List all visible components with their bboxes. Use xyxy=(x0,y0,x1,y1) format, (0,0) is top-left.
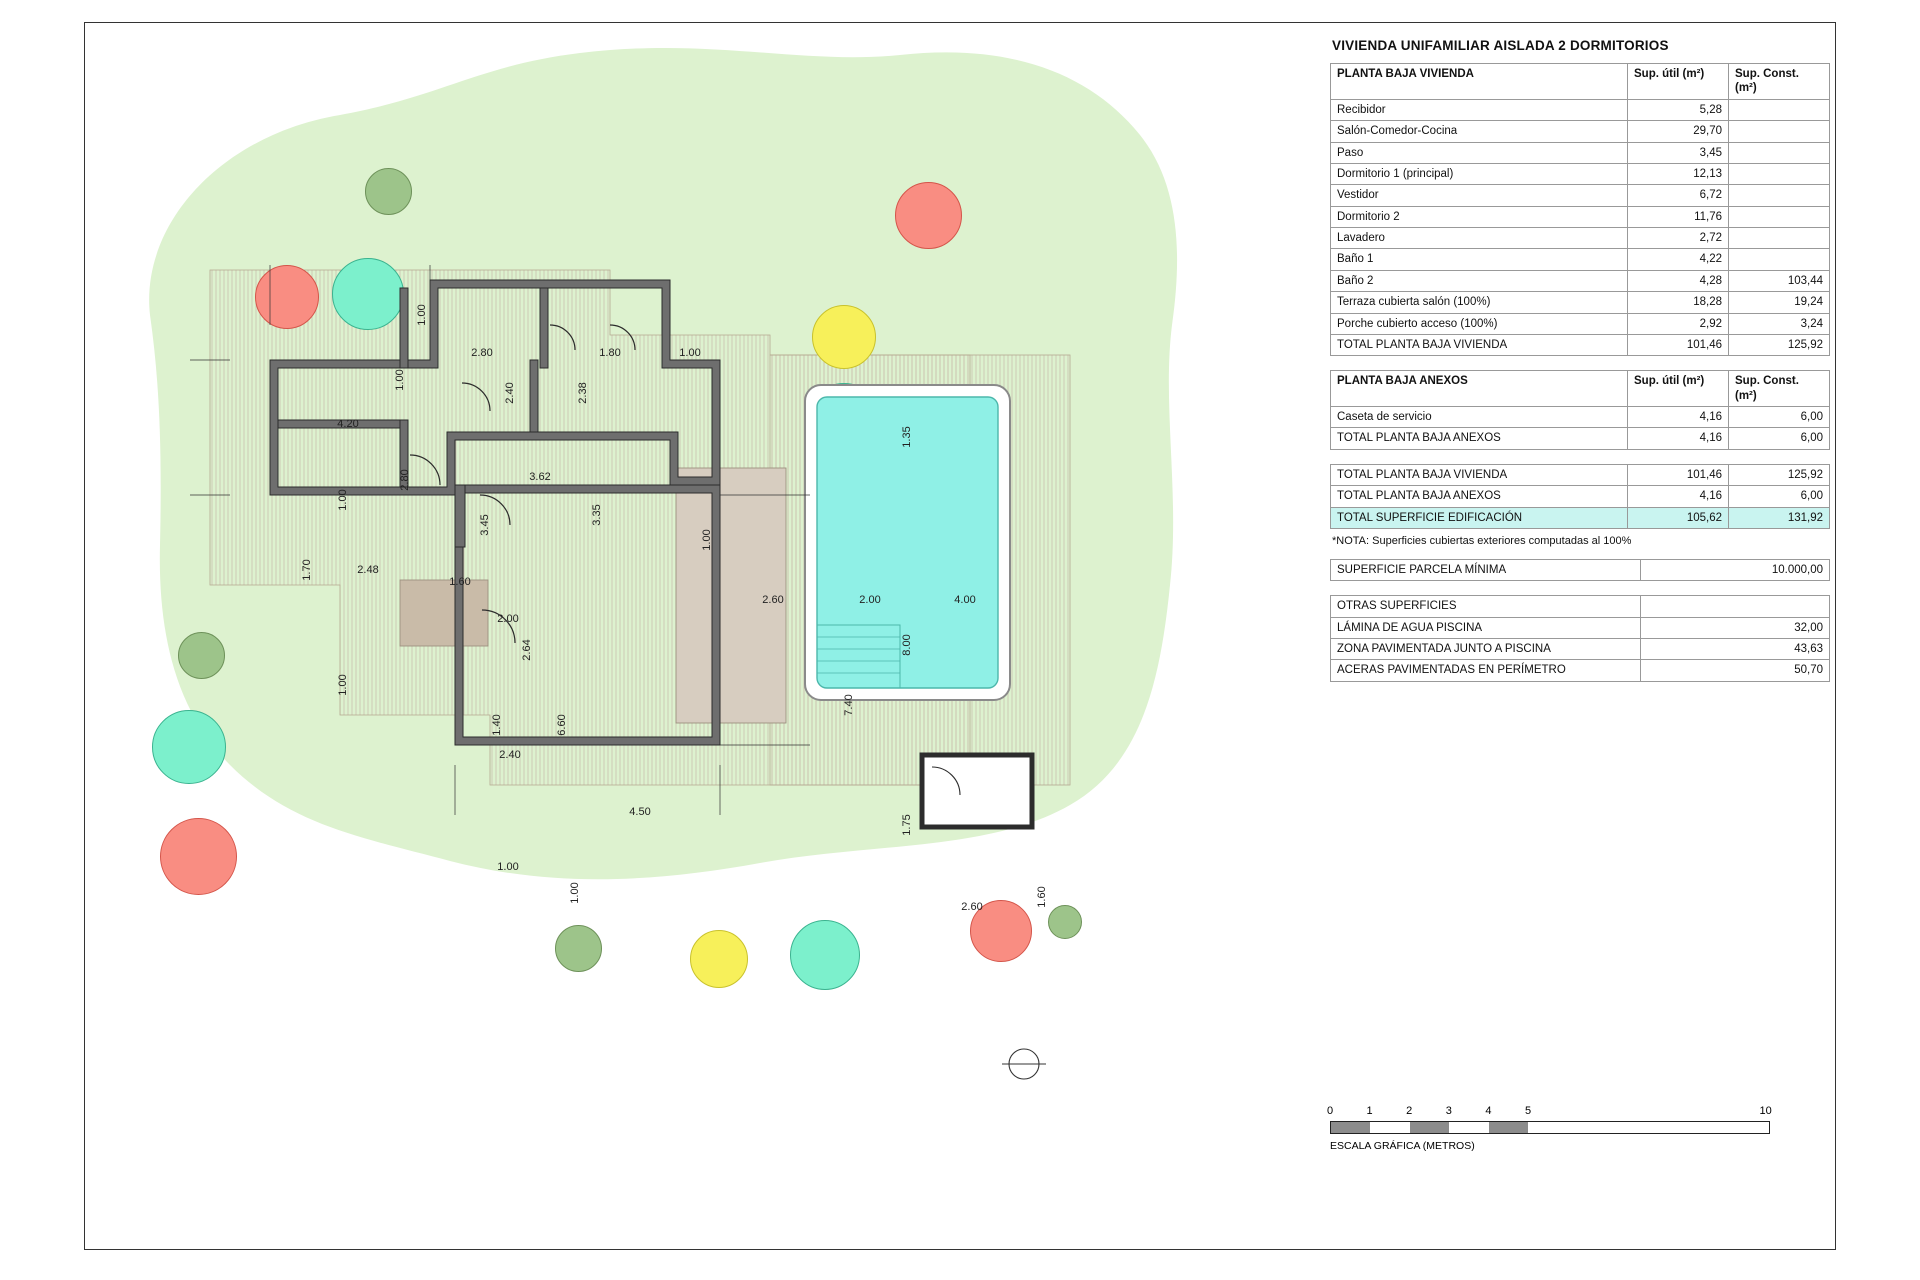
scale-segment-filled-1 xyxy=(1331,1122,1370,1133)
otras-value: 43,63 xyxy=(1641,639,1830,660)
room-util: 3,45 xyxy=(1628,142,1729,163)
dim-1.00-c: 1.00 xyxy=(337,489,349,511)
dim-2.48: 2.48 xyxy=(357,564,379,576)
header-sup-util: Sup. útil (m²) xyxy=(1628,371,1729,407)
total-util: 101,46 xyxy=(1628,464,1729,485)
dim-3.35: 3.35 xyxy=(591,504,603,526)
dim-2.60-caseta: 2.60 xyxy=(961,901,983,913)
wall-north-wing xyxy=(270,280,720,495)
room-const: 3,24 xyxy=(1729,313,1830,334)
room-const xyxy=(1729,121,1830,142)
grand-total-label: TOTAL SUPERFICIE EDIFICACIÓN xyxy=(1331,507,1628,528)
room-util: 4,28 xyxy=(1628,270,1729,291)
otras-value: 32,00 xyxy=(1641,617,1830,638)
partition-2 xyxy=(540,288,548,368)
grand-total-util: 105,62 xyxy=(1628,507,1729,528)
door-swing-3 xyxy=(410,455,440,485)
door-swing-4 xyxy=(550,325,575,350)
room-name: Vestidor xyxy=(1331,185,1628,206)
table-row xyxy=(1331,99,1830,120)
dim-1.60: 1.60 xyxy=(449,576,471,588)
room-name: Dormitorio 2 xyxy=(1331,206,1628,227)
total-label: TOTAL PLANTA BAJA VIVIENDA xyxy=(1331,334,1628,355)
room-util: 6,72 xyxy=(1628,185,1729,206)
dim-2.40-porch: 2.40 xyxy=(499,749,521,761)
table-planta-baja-anexos xyxy=(1330,370,1830,450)
room-const: 103,44 xyxy=(1729,270,1830,291)
scale-tick-1: 1 xyxy=(1366,1105,1373,1117)
scale-tick-5: 5 xyxy=(1524,1105,1532,1117)
dim-6.60: 6.60 xyxy=(556,714,568,736)
table-row xyxy=(1331,486,1830,507)
dim-2.80-top: 2.80 xyxy=(471,347,493,359)
room-name: Dormitorio 1 (principal) xyxy=(1331,163,1628,184)
table-row xyxy=(1331,270,1830,291)
room-name: Salón-Comedor-Cocina xyxy=(1331,121,1628,142)
otras-name: ZONA PAVIMENTADA JUNTO A PISCINA xyxy=(1331,639,1641,660)
room-name: Lavadero xyxy=(1331,228,1628,249)
door-swing-1 xyxy=(462,383,490,411)
room-util: 5,28 xyxy=(1628,99,1729,120)
partition-1 xyxy=(400,288,408,368)
scale-tick-2: 2 xyxy=(1406,1105,1413,1117)
surface-schedule-panel xyxy=(1330,38,1830,696)
header-planta-baja-vivienda: PLANTA BAJA VIVIENDA xyxy=(1331,64,1628,100)
room-const xyxy=(1729,206,1830,227)
table-header-row xyxy=(1331,64,1830,100)
header-otras-value xyxy=(1641,596,1830,617)
table-totales xyxy=(1330,464,1830,529)
scale-segment-filled-2 xyxy=(1410,1122,1449,1133)
table-row xyxy=(1331,660,1830,681)
header-sup-const: Sup. Const. (m²) xyxy=(1729,371,1830,407)
scale-tick-10: 10 xyxy=(1759,1105,1772,1117)
room-util: 4,16 xyxy=(1628,407,1729,428)
table-row xyxy=(1331,464,1830,485)
dim-1.00-g: 1.00 xyxy=(497,861,519,873)
room-const xyxy=(1729,163,1830,184)
dim-1.00-d: 1.00 xyxy=(337,674,349,696)
room-name: Baño 1 xyxy=(1331,249,1628,270)
total-util: 4,16 xyxy=(1628,486,1729,507)
table-parcela xyxy=(1330,559,1830,581)
otras-name: ACERAS PAVIMENTADAS EN PERÍMETRO xyxy=(1331,660,1641,681)
room-const xyxy=(1729,249,1830,270)
dim-2.38: 2.38 xyxy=(577,382,589,404)
dim-2.00: 2.00 xyxy=(497,613,519,625)
table-row xyxy=(1331,228,1830,249)
scale-bar xyxy=(1330,1121,1770,1134)
table-total-row xyxy=(1331,428,1830,449)
otras-value: 50,70 xyxy=(1641,660,1830,681)
dim-3.62: 3.62 xyxy=(529,471,551,483)
dim-1.80: 1.80 xyxy=(599,347,621,359)
total-const: 6,00 xyxy=(1729,428,1830,449)
total-const: 6,00 xyxy=(1729,486,1830,507)
panel-title: VIVIENDA UNIFAMILIAR AISLADA 2 DORMITORIOS xyxy=(1332,38,1669,53)
table-row xyxy=(1331,163,1830,184)
scale-label: ESCALA GRÁFICA (METROS) xyxy=(1330,1140,1475,1152)
table-row xyxy=(1331,617,1830,638)
scale-tick-3: 3 xyxy=(1445,1105,1452,1117)
scale-tick-0: 0 xyxy=(1326,1105,1334,1117)
room-util: 4,22 xyxy=(1628,249,1729,270)
room-name: Porche cubierto acceso (100%) xyxy=(1331,313,1628,334)
grand-total-const: 131,92 xyxy=(1729,507,1830,528)
total-util: 101,46 xyxy=(1628,334,1729,355)
table-row xyxy=(1331,559,1830,580)
room-util: 29,70 xyxy=(1628,121,1729,142)
room-const xyxy=(1729,142,1830,163)
room-util: 12,13 xyxy=(1628,163,1729,184)
table-row xyxy=(1331,206,1830,227)
room-name: Baño 2 xyxy=(1331,270,1628,291)
room-const xyxy=(1729,185,1830,206)
graphic-scale xyxy=(1326,1105,1772,1152)
room-const xyxy=(1729,99,1830,120)
total-label: TOTAL PLANTA BAJA VIVIENDA xyxy=(1331,464,1628,485)
total-const: 125,92 xyxy=(1729,334,1830,355)
dim-1.00-b: 1.00 xyxy=(394,369,406,391)
dim-1.00-e: 1.00 xyxy=(679,347,701,359)
wall-connector xyxy=(455,485,465,547)
dim-4.50: 4.50 xyxy=(629,806,651,818)
room-const xyxy=(1729,228,1830,249)
table-header-row xyxy=(1331,596,1830,617)
table-header-row xyxy=(1331,371,1830,407)
table-row-grand-total xyxy=(1331,507,1830,528)
partition-5 xyxy=(530,360,538,432)
parcela-label: SUPERFICIE PARCELA MÍNIMA xyxy=(1331,559,1641,580)
header-sup-const: Sup. Const. (m²) xyxy=(1729,64,1830,100)
scale-segment-filled-3 xyxy=(1489,1122,1528,1133)
table-row xyxy=(1331,639,1830,660)
total-label: TOTAL PLANTA BAJA ANEXOS xyxy=(1331,486,1628,507)
total-const: 125,92 xyxy=(1729,464,1830,485)
dim-1.00-f: 1.00 xyxy=(569,882,581,904)
total-label: TOTAL PLANTA BAJA ANEXOS xyxy=(1331,428,1628,449)
scale-ticks xyxy=(1326,1105,1772,1121)
table-row xyxy=(1331,121,1830,142)
room-const: 19,24 xyxy=(1729,292,1830,313)
table-row xyxy=(1331,313,1830,334)
header-planta-baja-anexos: PLANTA BAJA ANEXOS xyxy=(1331,371,1628,407)
dim-7.40: 7.40 xyxy=(843,694,855,716)
dim-1.40: 1.40 xyxy=(491,714,503,736)
dim-1.35: 1.35 xyxy=(901,426,913,448)
dim-2.60-terrace: 2.60 xyxy=(762,594,784,606)
dim-4.00: 4.00 xyxy=(954,594,976,606)
dim-4.20: 4.20 xyxy=(337,418,359,430)
dim-1.60-caseta: 1.60 xyxy=(1036,886,1048,908)
header-sup-util: Sup. útil (m²) xyxy=(1628,64,1729,100)
table-total-row xyxy=(1331,334,1830,355)
dim-1.75: 1.75 xyxy=(901,814,913,836)
room-util: 11,76 xyxy=(1628,206,1729,227)
scale-tick-4: 4 xyxy=(1485,1105,1492,1117)
table-row xyxy=(1331,407,1830,428)
north-symbol xyxy=(1000,1040,1048,1093)
room-util: 2,72 xyxy=(1628,228,1729,249)
dim-2.00-b: 2.00 xyxy=(859,594,881,606)
room-name: Terraza cubierta salón (100%) xyxy=(1331,292,1628,313)
room-name: Recibidor xyxy=(1331,99,1628,120)
dim-3.45: 3.45 xyxy=(479,514,491,536)
dim-8.00: 8.00 xyxy=(901,634,913,656)
dim-1.00-h: 1.00 xyxy=(701,529,713,551)
table-planta-baja-vivienda xyxy=(1330,63,1830,356)
dim-1.00-a: 1.00 xyxy=(416,304,428,326)
dim-1.70: 1.70 xyxy=(301,559,313,581)
surface-note: *NOTA: Superficies cubiertas exteriores computadas al 100% xyxy=(1332,534,1632,547)
room-util: 18,28 xyxy=(1628,292,1729,313)
room-name: Caseta de servicio xyxy=(1331,407,1628,428)
caseta-walls xyxy=(922,755,1032,827)
parcela-value: 10.000,00 xyxy=(1641,559,1830,580)
room-util: 2,92 xyxy=(1628,313,1729,334)
dim-2.80-left: 2.80 xyxy=(399,469,411,491)
table-row xyxy=(1331,185,1830,206)
table-row xyxy=(1331,142,1830,163)
otras-name: LÁMINA DE AGUA PISCINA xyxy=(1331,617,1641,638)
room-name: Paso xyxy=(1331,142,1628,163)
header-otras-superficies: OTRAS SUPERFICIES xyxy=(1331,596,1641,617)
table-row xyxy=(1331,249,1830,270)
total-util: 4,16 xyxy=(1628,428,1729,449)
table-row xyxy=(1331,292,1830,313)
dim-2.40: 2.40 xyxy=(504,382,516,404)
table-otras-superficies xyxy=(1330,595,1830,682)
wall-living-wing xyxy=(455,485,720,745)
dim-2.64: 2.64 xyxy=(521,639,533,661)
room-const: 6,00 xyxy=(1729,407,1830,428)
floor-plan xyxy=(110,25,1310,1005)
